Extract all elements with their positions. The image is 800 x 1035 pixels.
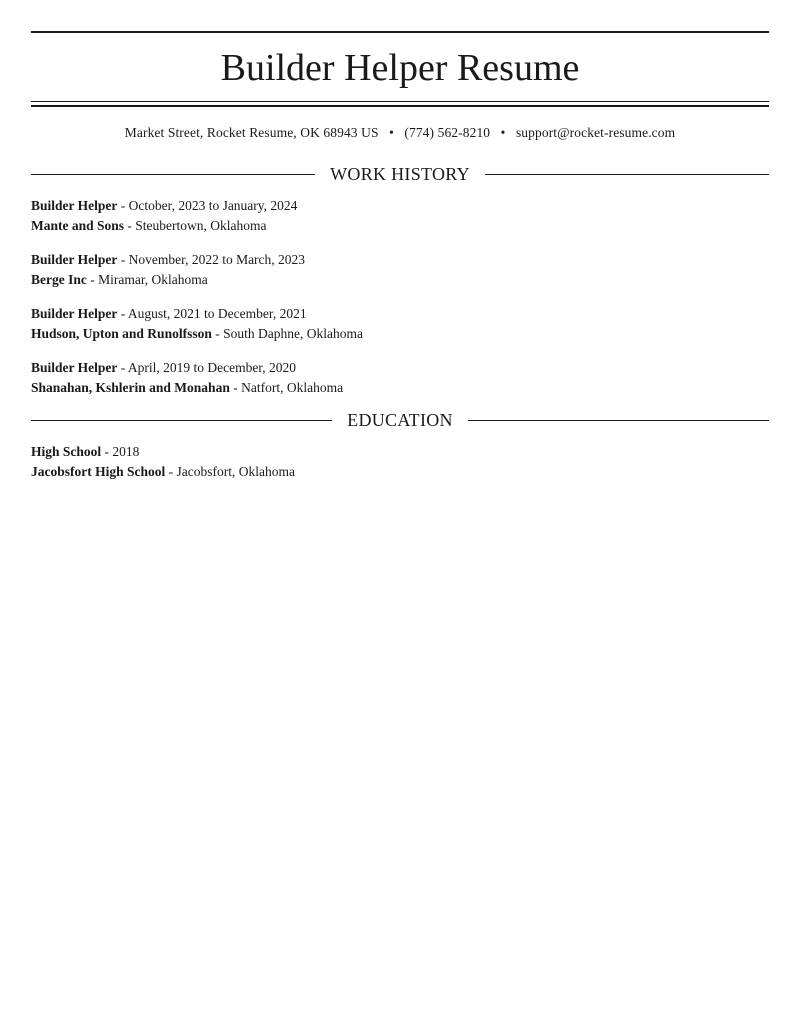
contact-email: support@rocket-resume.com [515,125,676,140]
dash: - [229,379,242,395]
work-history-list [31,196,769,397]
contact-address: Market Street, Rocket Resume, OK 68943 US [124,125,379,140]
degree-line [31,442,769,462]
company-line [31,378,769,398]
dash: - [117,198,129,213]
job-line [31,304,769,324]
work-history-heading [31,163,769,185]
title-rule-thick [31,105,769,107]
company-location: Natfort, Oklahoma [241,379,344,395]
job-dates: October, 2023 to January, 2024 [128,198,298,213]
school-location: Jacobsfort, Oklahoma [176,463,295,479]
dash: - [117,252,129,267]
job-line [31,196,769,216]
contact-separator: • [500,125,506,140]
company-location: South Daphne, Oklahoma [223,325,363,341]
job-entry [31,304,769,343]
company-line [31,216,769,236]
job-dates: April, 2019 to December, 2020 [127,360,297,375]
heading-rule-right [485,174,769,175]
degree-name: High School [31,444,102,459]
heading-rule-right [468,420,769,421]
dash: - [124,217,136,233]
education-entry [31,442,769,481]
company-location: Miramar, Oklahoma [98,271,208,287]
job-title: Builder Helper [31,306,118,321]
dash: - [101,444,113,459]
company-line [31,324,769,344]
dash: - [86,271,99,287]
company-name: Hudson, Upton and Runolfsson [31,325,212,341]
title-rule-thin [31,101,769,102]
job-entry [31,358,769,397]
dash: - [211,325,224,341]
company-location: Steubertown, Oklahoma [135,217,267,233]
job-entry [31,196,769,235]
job-line [31,250,769,270]
education-heading [31,409,769,431]
section-title-education: EDUCATION [347,410,453,430]
degree-year: 2018 [112,444,140,459]
education-list [31,442,769,481]
heading-rule-left [31,174,315,175]
job-dates: August, 2021 to December, 2021 [127,306,307,321]
heading-rule-left [31,420,332,421]
job-title: Builder Helper [31,252,118,267]
company-line [31,270,769,290]
company-name: Berge Inc [31,271,87,287]
section-title-work-history: WORK HISTORY [330,164,470,184]
job-entry [31,250,769,289]
dash: - [117,360,128,375]
contact-phone: (774) 562-8210 [404,125,491,140]
dash: - [117,306,128,321]
page-title: Builder Helper Resume [220,47,580,89]
top-rule [31,31,769,33]
job-line [31,358,769,378]
job-title: Builder Helper [31,360,118,375]
contact-line [31,124,769,142]
job-dates: November, 2022 to March, 2023 [128,252,306,267]
contact-separator: • [389,125,394,140]
company-name: Shanahan, Kshlerin and Monahan [31,379,230,395]
school-name: Jacobsfort High School [31,463,166,479]
school-line [31,462,769,482]
company-name: Mante and Sons [31,217,125,233]
job-title: Builder Helper [31,198,118,213]
dash: - [165,463,177,479]
